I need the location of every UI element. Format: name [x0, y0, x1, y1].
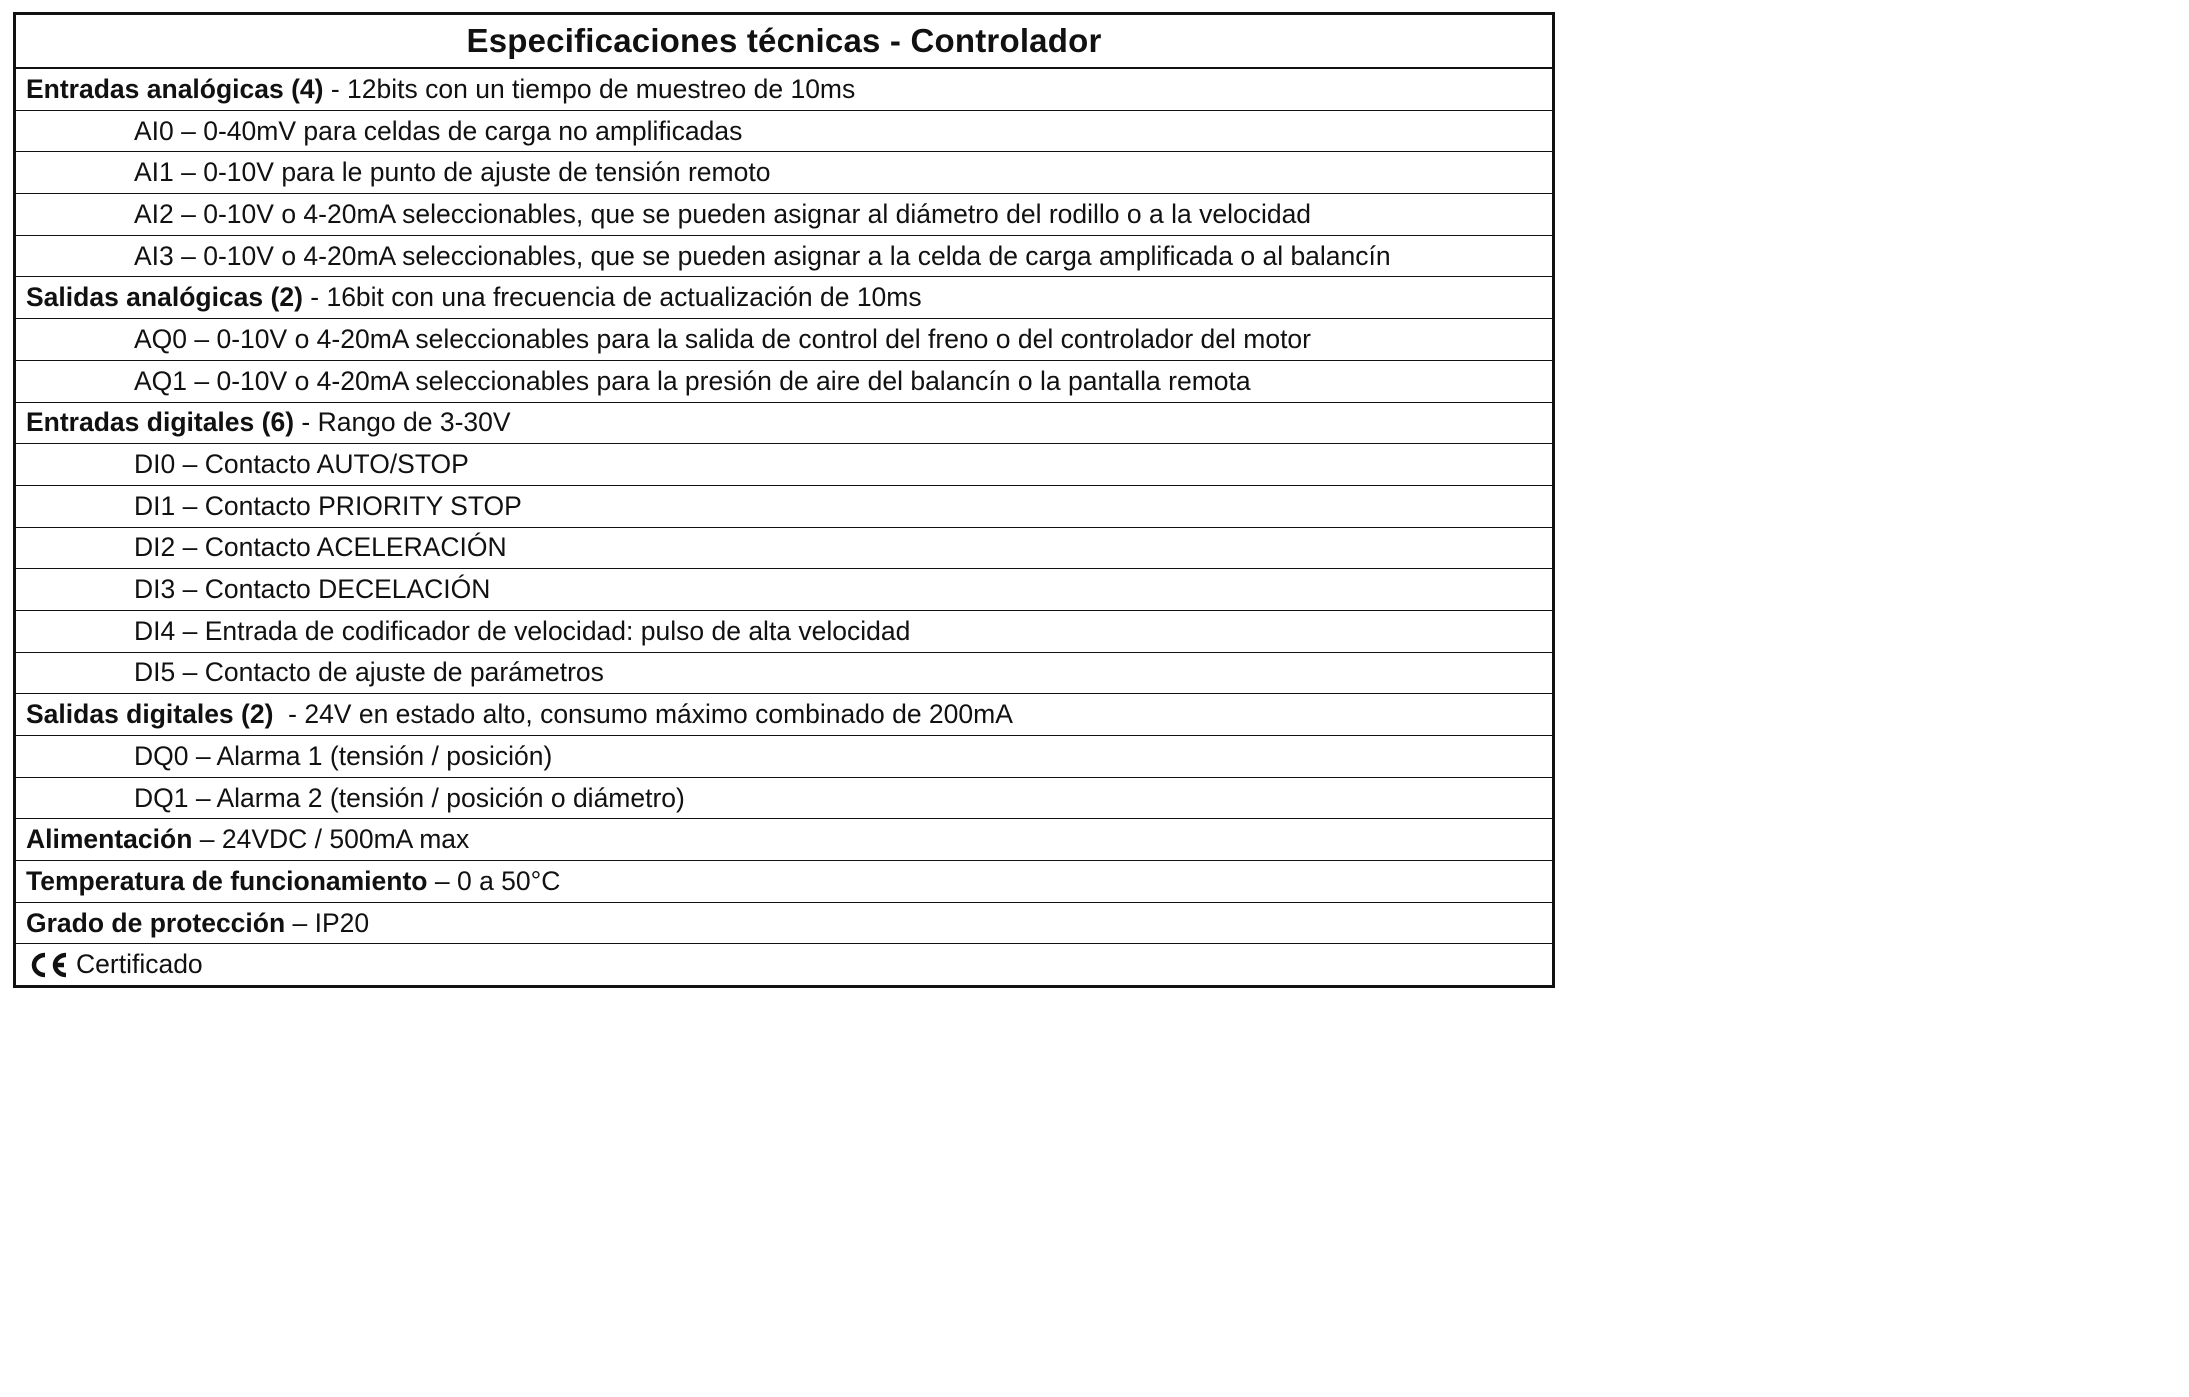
spec-item-text: AQ0 – 0-10V o 4-20mA seleccionables para la salida de control del freno o del controlador del motor [134, 323, 1311, 354]
spec-section-row [16, 69, 1552, 111]
spec-item-text: DI5 – Contacto de ajuste de parámetros [134, 657, 604, 688]
spec-section-detail: – 24VDC / 500mA max [192, 824, 470, 855]
spec-section-row [16, 819, 1552, 861]
spec-item-row [16, 236, 1552, 278]
spec-item-row [16, 611, 1552, 653]
spec-item-text: DI4 – Entrada de codificador de velocidad: pulso de alta velocidad [134, 615, 911, 646]
spec-section-row [16, 403, 1552, 445]
spec-item-text: DI0 – Contacto AUTO/STOP [134, 449, 469, 480]
spec-section-label: Alimentación [26, 824, 193, 855]
spec-section-label: Temperatura de funcionamiento [26, 865, 428, 896]
spec-section-detail: - 12bits con un tiempo de muestreo de 10ms [323, 73, 856, 104]
spec-section-label: Salidas digitales (2) [26, 699, 274, 730]
spec-section-detail: – IP20 [285, 907, 370, 938]
spec-section-label: Salidas analógicas (2) [26, 282, 303, 313]
certification-row [16, 944, 1552, 985]
spec-item-text: DI3 – Contacto DECELACIÓN [134, 574, 491, 605]
spec-item-row [16, 361, 1552, 403]
spec-item-row [16, 653, 1552, 695]
spec-rows [16, 69, 1552, 985]
spec-section-label: Grado de protección [26, 907, 286, 938]
spec-item-text: AI3 – 0-10V o 4-20mA seleccionables, que se pueden asignar a la celda de carga amplificada o al balancín [134, 240, 1391, 271]
spec-item-text: DI2 – Contacto ACELERACIÓN [134, 532, 507, 563]
spec-item-row [16, 152, 1552, 194]
spec-section-detail: – 0 a 50°C [427, 865, 561, 896]
spec-item-text: AI0 – 0-40mV para celdas de carga no amplificadas [134, 115, 743, 146]
spec-item-text: DQ0 – Alarma 1 (tensión / posición) [134, 740, 553, 771]
spec-item-row [16, 528, 1552, 570]
ce-mark-icon [26, 951, 70, 979]
spec-item-text: DQ1 – Alarma 2 (tensión / posición o diámetro) [134, 782, 685, 813]
spec-table [13, 12, 1555, 988]
spec-section-row [16, 861, 1552, 903]
spec-item-row [16, 319, 1552, 361]
spec-item-text: DI1 – Contacto PRIORITY STOP [134, 490, 522, 521]
spec-item-text: AQ1 – 0-10V o 4-20mA seleccionables para la presión de aire del balancín o la pantalla remota [134, 365, 1251, 396]
spec-section-detail: - 16bit con una frecuencia de actualización de 10ms [302, 282, 922, 313]
spec-section-row [16, 903, 1552, 945]
spec-item-row [16, 569, 1552, 611]
table-title: Especificaciones técnicas - Controlador [16, 15, 1552, 69]
spec-item-row [16, 778, 1552, 820]
spec-section-row [16, 277, 1552, 319]
certification-label: Certificado [76, 949, 203, 980]
spec-item-row [16, 111, 1552, 153]
spec-item-text: AI2 – 0-10V o 4-20mA seleccionables, que se pueden asignar al diámetro del rodillo o a la velocidad [134, 198, 1312, 229]
spec-item-row [16, 444, 1552, 486]
spec-section-detail: - 24V en estado alto, consumo máximo combinado de 200mA [273, 699, 1013, 730]
spec-section-row [16, 694, 1552, 736]
spec-item-text: AI1 – 0-10V para le punto de ajuste de tensión remoto [134, 157, 771, 188]
spec-item-row [16, 736, 1552, 778]
spec-section-detail: - Rango de 3-30V [294, 407, 511, 438]
spec-item-row [16, 194, 1552, 236]
spec-section-label: Entradas analógicas (4) [26, 73, 324, 104]
spec-item-row [16, 486, 1552, 528]
spec-section-label: Entradas digitales (6) [26, 407, 295, 438]
